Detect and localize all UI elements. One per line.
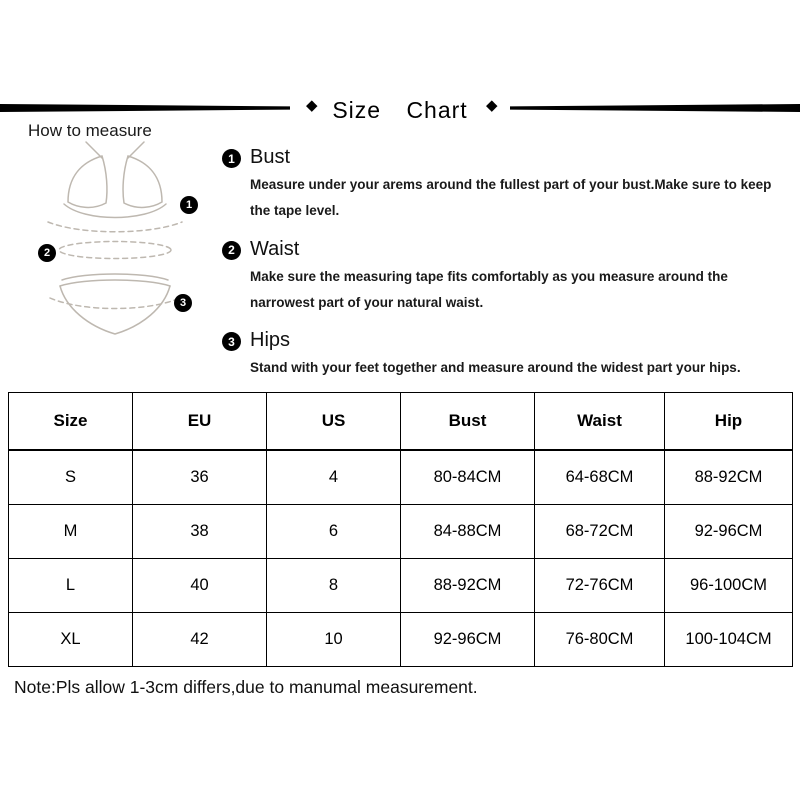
cell-size: L — [9, 559, 133, 613]
cell-bust: 92-96CM — [401, 613, 535, 667]
bikini-measure-diagram — [22, 140, 222, 352]
cell-waist: 72-76CM — [535, 559, 665, 613]
table-row-m — [9, 505, 793, 559]
measurement-note: Note:Pls allow 1-3cm differs,due to manumal measurement. — [14, 677, 478, 697]
diagram-step-3-badge: 3 — [174, 294, 192, 312]
col-header-eu: EU — [133, 393, 267, 451]
col-header-hip: Hip — [665, 393, 793, 451]
cell-bust: 84-88CM — [401, 505, 535, 559]
measure-text-hips: Stand with your feet together and measure around the widest part your hips. — [250, 360, 741, 376]
cell-eu: 36 — [133, 450, 267, 505]
cell-eu: 40 — [133, 559, 267, 613]
measure-item-hips — [222, 329, 788, 381]
step-2-badge: 2 — [222, 241, 241, 260]
measure-text-waist: Make sure the measuring tape fits comfortably as you measure around the narrowest part of your natural waist. — [250, 268, 728, 310]
cell-size: M — [9, 505, 133, 559]
cell-size: XL — [9, 613, 133, 667]
cell-eu: 42 — [133, 613, 267, 667]
diamond-icon: ◆ — [306, 97, 318, 114]
col-header-waist: Waist — [535, 393, 665, 451]
cell-waist: 68-72CM — [535, 505, 665, 559]
table-row-s — [9, 450, 793, 505]
cell-bust: 88-92CM — [401, 559, 535, 613]
table-row-xl — [9, 613, 793, 667]
measure-instructions — [222, 146, 788, 395]
size-table-header-row — [9, 393, 793, 451]
cell-us: 6 — [267, 505, 401, 559]
step-3-badge: 3 — [222, 332, 241, 351]
diagram-step-1-badge: 1 — [180, 196, 198, 214]
measure-item-waist — [222, 238, 788, 317]
cell-eu: 38 — [133, 505, 267, 559]
col-header-bust: Bust — [401, 393, 535, 451]
cell-hip: 88-92CM — [665, 450, 793, 505]
step-1-badge: 1 — [222, 149, 241, 168]
cell-hip: 92-96CM — [665, 505, 793, 559]
measure-label-hips: Hips — [250, 329, 291, 352]
diamond-icon: ◆ — [486, 97, 498, 114]
cell-us: 4 — [267, 450, 401, 505]
size-table — [8, 392, 793, 667]
cell-us: 10 — [267, 613, 401, 667]
cell-us: 8 — [267, 559, 401, 613]
diagram-step-2-badge: 2 — [38, 244, 56, 262]
cell-hip: 100-104CM — [665, 613, 793, 667]
measure-item-bust — [222, 146, 788, 225]
page-title: Size Chart — [332, 97, 468, 123]
measure-label-waist: Waist — [250, 237, 300, 260]
cell-bust: 80-84CM — [401, 450, 535, 505]
col-header-us: US — [267, 393, 401, 451]
table-row-l — [9, 559, 793, 613]
cell-waist: 64-68CM — [535, 450, 665, 505]
measure-label-bust: Bust — [250, 146, 291, 168]
measure-text-bust: Measure under your arems around the fullest part of your bust.Make sure to keep the tape level. — [250, 177, 772, 219]
cell-size: S — [9, 450, 133, 505]
cell-waist: 76-80CM — [535, 613, 665, 667]
col-header-size: Size — [9, 393, 133, 451]
how-to-measure-heading: How to measure — [28, 121, 152, 140]
cell-hip: 96-100CM — [665, 559, 793, 613]
